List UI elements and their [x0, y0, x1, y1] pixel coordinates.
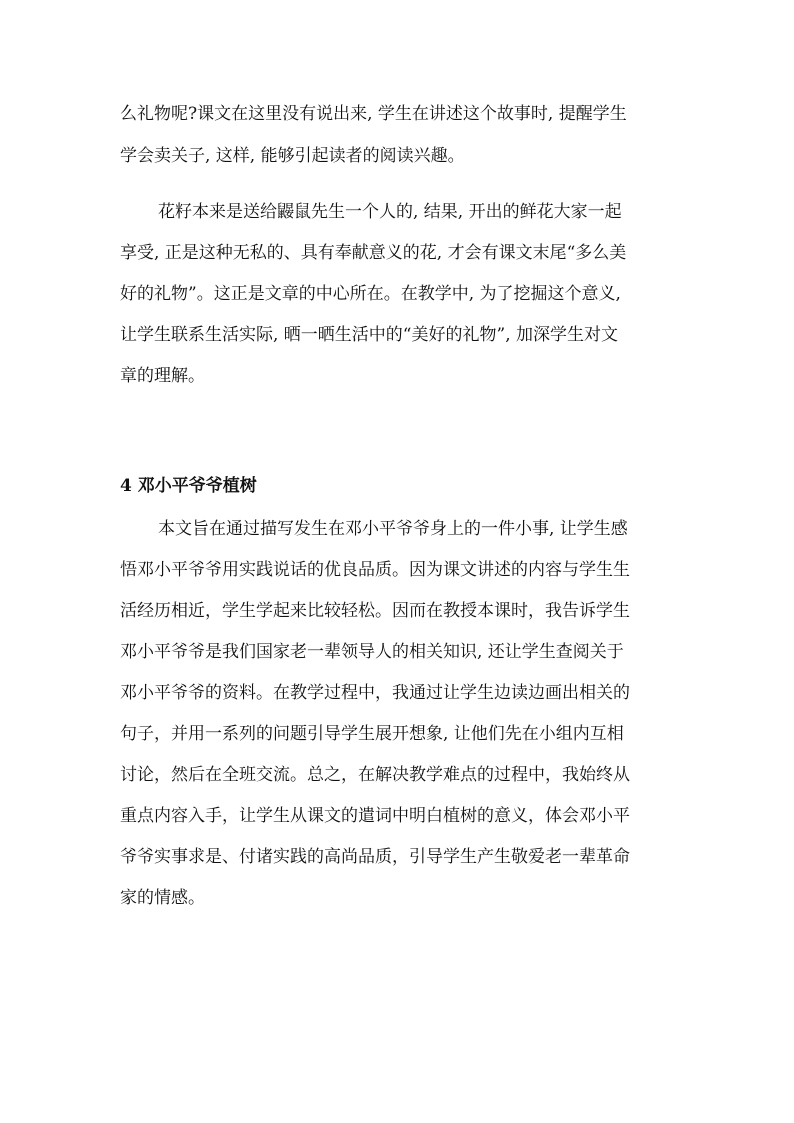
paragraph-line: 享受, 正是这种无私的、具有奉献意义的花, 才会有课文末尾“多么美: [120, 243, 627, 263]
paragraph-line: 好的礼物”。这正是文章的中心所在。在教学中, 为了挖掘这个意义,: [120, 284, 621, 304]
paragraph-line: 本文旨在通过描写发生在邓小平爷爷身上的一件小事, 让学生感: [158, 519, 628, 539]
paragraph-line: 句子，并用一系列的问题引导学生展开想象, 让他们先在小组内互相: [120, 724, 624, 744]
paragraph-line: 悟邓小平爷爷用实践说话的优良品质。因为课文讲述的内容与学生生: [120, 560, 630, 580]
paragraph-line: 么礼物呢?课文在这里没有说出来, 学生在讲述这个故事时, 提醒学生: [120, 104, 627, 124]
paragraph-line: 邓小平爷爷是我们国家老一辈领导人的相关知识, 还让学生查阅关于: [120, 642, 624, 662]
paragraph-line: 章的理解。: [120, 366, 205, 386]
paragraph-line: 家的情感。: [120, 888, 205, 908]
paragraph-line: 邓小平爷爷的资料。在教学过程中，我通过让学生边读边画出相关的: [120, 683, 630, 703]
section-heading: 4 邓小平爷爷植树: [120, 476, 257, 496]
paragraph-line: 重点内容入手，让学生从课文的遣词中明白植树的意义，体会邓小平: [120, 806, 630, 826]
paragraph-line: 花籽本来是送给鼹鼠先生一个人的, 结果, 开出的鲜花大家一起: [158, 202, 622, 222]
paragraph-line: 让学生联系生活实际, 晒一晒生活中的“美好的礼物”, 加深学生对文: [120, 325, 618, 345]
paragraph-line: 学会卖关子, 这样, 能够引起读者的阅读兴趣。: [120, 146, 465, 166]
paragraph-line: 讨论，然后在全班交流。总之，在解决教学难点的过程中，我始终从: [120, 765, 630, 785]
paragraph-line: 爷爷实事求是、付诸实践的高尚品质，引导学生产生敬爱老一辈革命: [120, 847, 630, 867]
paragraph-line: 活经历相近，学生学起来比较轻松。因而在教授本课时，我告诉学生: [120, 601, 630, 621]
